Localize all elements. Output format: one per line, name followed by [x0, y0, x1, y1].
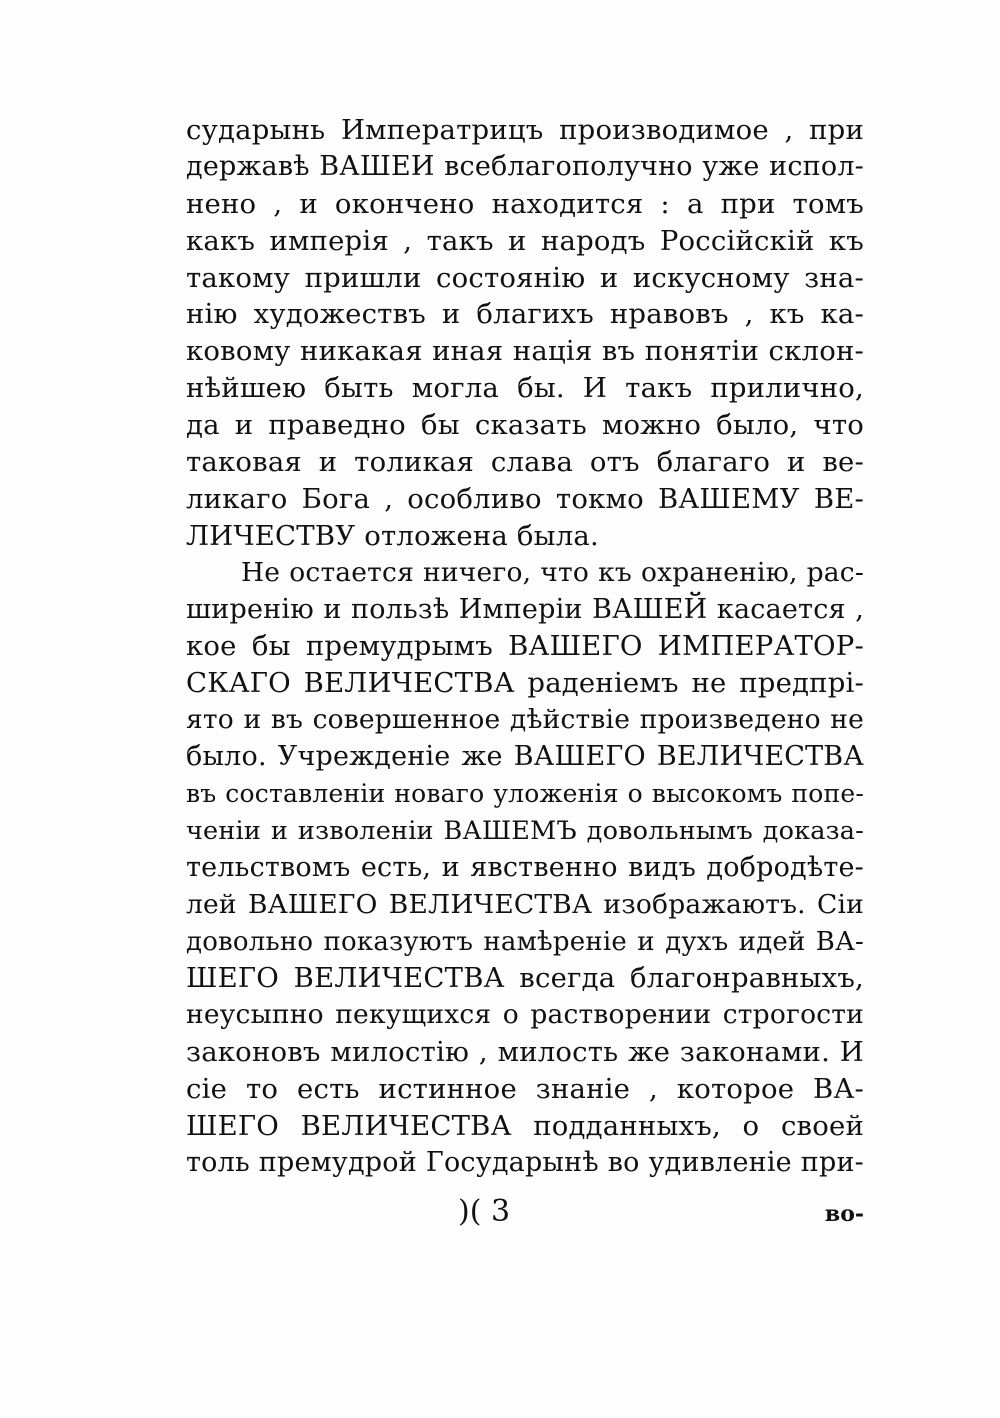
- text-line-14: ширенію и пользѣ Имперіи ВАШЕЙ касается ,: [186, 593, 864, 625]
- text-line-28: ШЕГО ВЕЛИЧЕСТВА подданныхъ, о своей: [186, 1110, 864, 1143]
- text-line-29: толь премудрой Государынѣ во удивленіе при-: [186, 1146, 864, 1178]
- page-footer: [186, 1192, 864, 1232]
- text-line-11: ликаго Бога , особливо токмо ВАШЕМУ ВЕ-: [186, 482, 864, 515]
- text-line-17: ято и въ совершенное дѣйствіе произведено не: [186, 704, 864, 736]
- signature-mark: )( 3: [458, 1194, 511, 1229]
- text-line-16: СКАГО ВЕЛИЧЕСТВА раденіемъ не предпрі-: [186, 667, 864, 700]
- text-line-2: державѣ ВАШЕИ всеблагополучно уже испол-: [186, 150, 864, 182]
- text-line-26: законовъ милостію , милость же законами. И: [186, 1036, 864, 1069]
- text-line-7: ковому никакая иная нація въ понятіи склон-: [186, 335, 864, 368]
- text-line-20: ченіи и изволеніи ВАШЕМЪ довольнымъ доказа-: [186, 815, 864, 846]
- text-line-4: какъ имперія , такъ и народъ Россійскій къ: [186, 224, 864, 257]
- text-line-24: ШЕГО ВЕЛИЧЕСТВА всегда благонравныхъ,: [186, 962, 864, 995]
- text-line-23: довольно показуютъ намѣреніе и духъ идей ВА-: [186, 926, 864, 957]
- text-line-18: было. Учрежденіе же ВАШЕГО ВЕЛИЧЕСТВА: [186, 741, 864, 773]
- text-line-12: ЛИЧЕСТВУ отложена была.: [186, 519, 599, 552]
- text-line-13: Не остается ничего, что къ охраненію, рас-: [241, 556, 864, 588]
- text-line-25: неусыпно пекущихся о растворении строгости: [186, 999, 864, 1031]
- text-line-5: такому пришли состоянію и искусному зна-: [186, 261, 864, 294]
- text-line-21: тельствомъ есть, и явственно видъ добродѣте-: [186, 851, 864, 883]
- text-line-27: сіе то есть истинное знаніе , которое ВА-: [186, 1073, 864, 1106]
- text-line-19: въ составленіи новаго уложенія о высокомъ попе-: [186, 779, 864, 809]
- text-line-3: нено , и окончено находится : а при томъ: [186, 187, 864, 220]
- catchword: во-: [824, 1201, 864, 1227]
- text-line-8: нѣйшею быть могла бы. И такъ прилично,: [186, 372, 864, 405]
- body-text: [186, 112, 864, 1182]
- text-line-9: да и праведно бы сказать можно было, что: [186, 409, 864, 442]
- text-line-15: кое бы премудрымъ ВАШЕГО ИМПЕРАТОР-: [186, 630, 864, 663]
- text-line-6: нію художествъ и благихъ нравовъ , къ ка-: [186, 298, 864, 331]
- text-line-1: сударынь Императрицъ производимое , при: [186, 114, 864, 146]
- text-line-22: лей ВАШЕГО ВЕЛИЧЕСТВА изображаютъ. Сіи: [186, 888, 864, 920]
- text-line-10: таковая и толикая слава отъ благаго и ве-: [186, 446, 864, 479]
